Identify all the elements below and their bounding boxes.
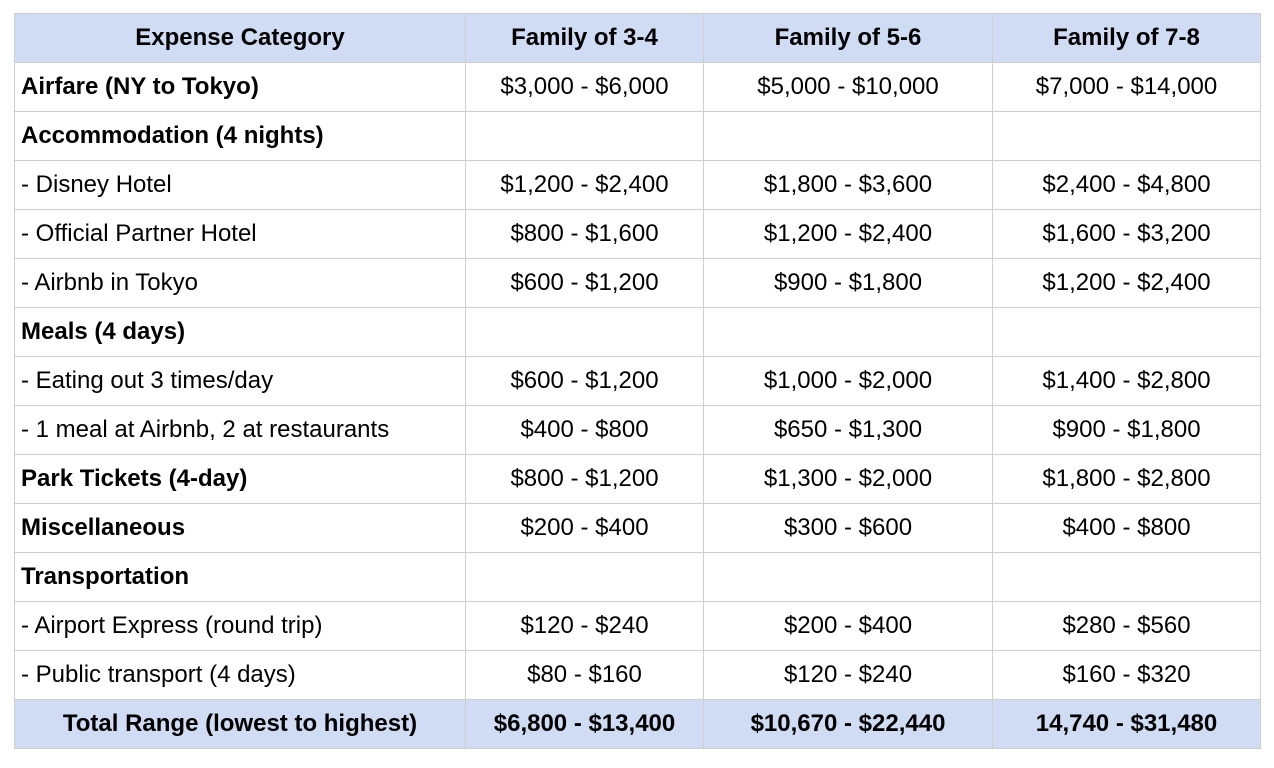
category-cell[interactable]: Airfare (NY to Tokyo) [15,63,466,112]
value-cell[interactable]: $1,200 - $2,400 [466,161,704,210]
table-row [15,602,1261,651]
value-cell[interactable]: $300 - $600 [704,504,993,553]
header-cell[interactable]: Family of 7-8 [993,14,1261,63]
value-cell[interactable] [704,112,993,161]
category-cell[interactable]: Park Tickets (4-day) [15,455,466,504]
value-cell[interactable]: $1,800 - $3,600 [704,161,993,210]
expense-table [14,13,1261,749]
value-cell[interactable]: $1,400 - $2,800 [993,357,1261,406]
total-value-cell[interactable]: $6,800 - $13,400 [466,700,704,749]
value-cell[interactable] [993,553,1261,602]
header-cell[interactable]: Family of 3-4 [466,14,704,63]
table-row [15,308,1261,357]
value-cell[interactable]: $1,800 - $2,800 [993,455,1261,504]
table-row [15,259,1261,308]
value-cell[interactable]: $1,200 - $2,400 [993,259,1261,308]
header-cell[interactable]: Family of 5-6 [704,14,993,63]
value-cell[interactable]: $600 - $1,200 [466,259,704,308]
value-cell[interactable]: $1,600 - $3,200 [993,210,1261,259]
value-cell[interactable]: $600 - $1,200 [466,357,704,406]
category-cell[interactable]: - Airbnb in Tokyo [15,259,466,308]
value-cell[interactable]: $7,000 - $14,000 [993,63,1261,112]
total-value-cell[interactable]: 14,740 - $31,480 [993,700,1261,749]
value-cell[interactable]: $400 - $800 [993,504,1261,553]
header-row [15,14,1261,63]
category-cell[interactable]: Meals (4 days) [15,308,466,357]
value-cell[interactable]: $1,000 - $2,000 [704,357,993,406]
table-row [15,651,1261,700]
category-cell[interactable]: Accommodation (4 nights) [15,112,466,161]
total-value-cell[interactable]: $10,670 - $22,440 [704,700,993,749]
category-cell[interactable]: - Eating out 3 times/day [15,357,466,406]
value-cell[interactable] [993,308,1261,357]
category-cell[interactable]: - Airport Express (round trip) [15,602,466,651]
value-cell[interactable]: $900 - $1,800 [993,406,1261,455]
value-cell[interactable] [704,553,993,602]
value-cell[interactable] [704,308,993,357]
table-row [15,504,1261,553]
table-row [15,553,1261,602]
value-cell[interactable] [993,112,1261,161]
value-cell[interactable]: $650 - $1,300 [704,406,993,455]
table-row [15,63,1261,112]
value-cell[interactable]: $800 - $1,200 [466,455,704,504]
value-cell[interactable]: $160 - $320 [993,651,1261,700]
value-cell[interactable] [466,553,704,602]
value-cell[interactable]: $120 - $240 [466,602,704,651]
total-row [15,700,1261,749]
table-row [15,210,1261,259]
category-cell[interactable]: Miscellaneous [15,504,466,553]
value-cell[interactable]: $120 - $240 [704,651,993,700]
value-cell[interactable]: $2,400 - $4,800 [993,161,1261,210]
value-cell[interactable]: $3,000 - $6,000 [466,63,704,112]
value-cell[interactable]: $280 - $560 [993,602,1261,651]
category-cell[interactable]: Transportation [15,553,466,602]
value-cell[interactable]: $1,300 - $2,000 [704,455,993,504]
table-row [15,406,1261,455]
value-cell[interactable]: $800 - $1,600 [466,210,704,259]
category-cell[interactable]: - Disney Hotel [15,161,466,210]
table-row [15,112,1261,161]
value-cell[interactable]: $200 - $400 [466,504,704,553]
category-cell[interactable]: - Public transport (4 days) [15,651,466,700]
value-cell[interactable] [466,308,704,357]
value-cell[interactable]: $1,200 - $2,400 [704,210,993,259]
header-cell[interactable]: Expense Category [15,14,466,63]
value-cell[interactable]: $400 - $800 [466,406,704,455]
category-cell[interactable]: - 1 meal at Airbnb, 2 at restaurants [15,406,466,455]
value-cell[interactable]: $900 - $1,800 [704,259,993,308]
table-row [15,357,1261,406]
category-cell[interactable]: - Official Partner Hotel [15,210,466,259]
table-row [15,455,1261,504]
value-cell[interactable]: $5,000 - $10,000 [704,63,993,112]
value-cell[interactable]: $200 - $400 [704,602,993,651]
value-cell[interactable] [466,112,704,161]
value-cell[interactable]: $80 - $160 [466,651,704,700]
table-body [15,63,1261,700]
total-label-cell[interactable]: Total Range (lowest to highest) [15,700,466,749]
table-row [15,161,1261,210]
